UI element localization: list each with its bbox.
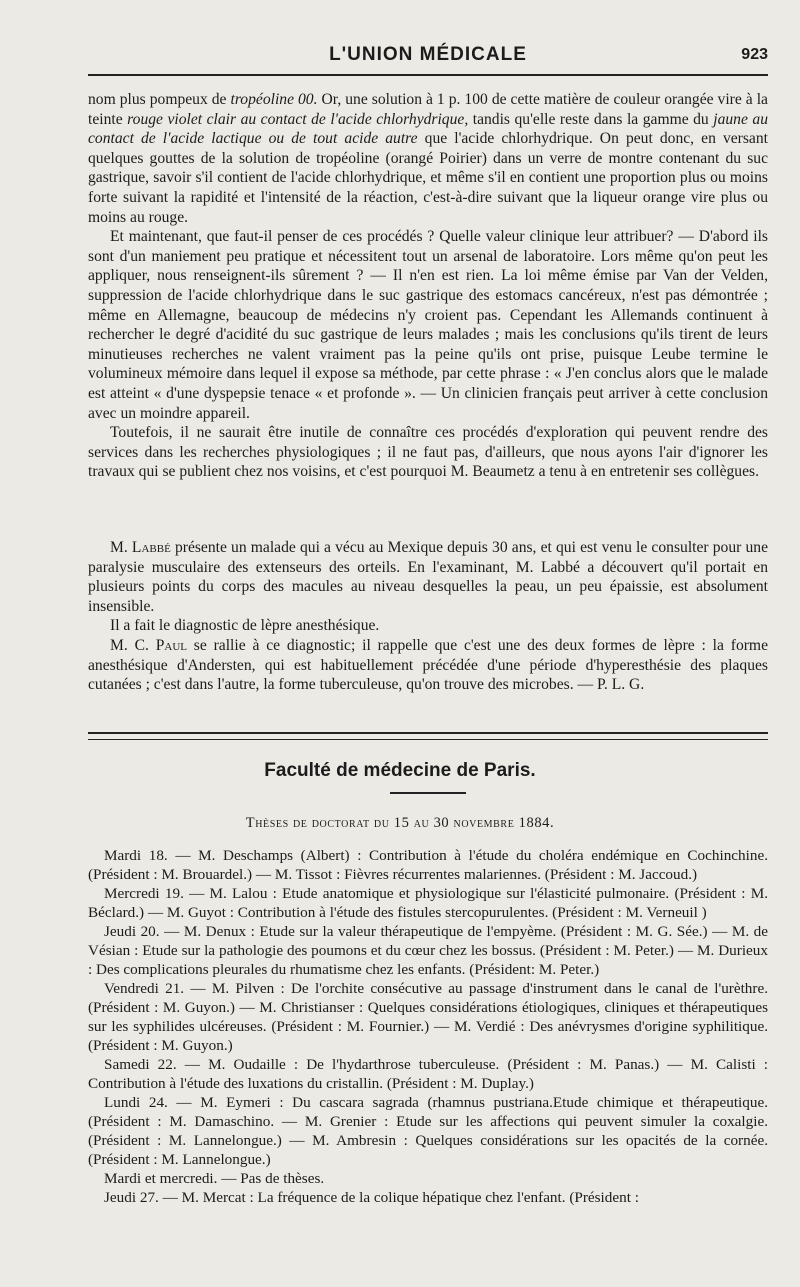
- running-title: L'UNION MÉDICALE: [329, 44, 527, 65]
- text-run: tandis qu'elle reste dans la gamme du: [468, 110, 714, 128]
- society-report: [88, 538, 768, 695]
- text-run: M. C.: [110, 636, 156, 654]
- thesis-day-entry: Vendredi 21. — M. Pilven : De l'orchite consécutive au passage d'instrument dans le canal de l'urèthre. (Président : M. Guyon.) — M. Christianser : Quelques considérations étiologiques, cliniques et thérapeutiques sur les syphilides ulcéreuses. (Président : M. Fournier.) — M. Verdié : Des anévrysmes d'origine syphilitique. (Président : M. Guyon.): [88, 980, 768, 1054]
- section-title: Faculté de médecine de Paris.: [264, 760, 536, 781]
- title-underline: [390, 792, 466, 794]
- text-run: Or, une solution à 1 p. 100 de cette matière de couleur orangée vire à la teinte: [88, 91, 768, 128]
- paragraph-paul: [88, 636, 768, 695]
- page-number: 923: [741, 46, 768, 63]
- text-run: M.: [110, 539, 132, 556]
- theses-list: [88, 846, 768, 1207]
- article-continuation: [88, 90, 768, 482]
- author-name: Paul: [155, 636, 187, 654]
- page-header: [88, 38, 768, 78]
- text-run: présente un malade qui a vécu au Mexique depuis 30 ans, et qui est venu le consulter pour une paralysie musculaire des extenseurs des orteils. En l'examinant, M. Labbé a découvert qu'il portait en plusieurs points du corps des macules au niveau desquelles la peau, un peu épaissie, est absolument insensible.: [88, 539, 768, 615]
- thesis-day-entry: Lundi 24. — M. Eymeri : Du cascara sagrada (rhamnus pustriana.Etude chimique et thérapeutique. (Président : M. Damaschino. — M. Grenier : Etude sur les affections qui peuvent simuler la coxalgie. (Président : M. Lannelongue.) — M. Ambresin : Quelques considérations sur les opacités de la cornée. (Président : M. Lannelongue.): [88, 1094, 768, 1168]
- header-rule: [88, 74, 768, 76]
- text-run: se rallie à ce diagnostic; il rappelle que c'est une des deux formes de lèpre : la forme anesthésique d'Andersten, qui est habituellement précédée d'une période d'hyperesthésie des plaques cutanées ; c'est dans l'autre, la forme tuberculeuse, qu'on trouve des microbes. — P. L. G.: [88, 636, 768, 694]
- thesis-day-entry: Jeudi 27. — M. Mercat : La fréquence de la colique hépatique chez l'enfant. (Président :: [104, 1189, 639, 1206]
- text-run: nom plus pompeux de: [88, 91, 231, 108]
- author-name: Labbé: [131, 539, 171, 556]
- thesis-day-entry: Mardi 18. — M. Deschamps (Albert) : Contribution à l'étude du choléra endémique en Cochinchine. (Président : M. Brouardel.) — M. Tissot : Fièvres récurrentes malariennes. (Président : M. Jaccoud.): [88, 847, 768, 883]
- text-run: que l'acide chlorhydrique. On peut donc, en versant quelques gouttes de la solution de tropéoline (orangé Poirier) dans un verre de montre contenant du suc gastrique, savoir s'il contient de l'acide chlorhydrique, et même s'il en contient une proportion plus ou moins forte suivant la rapidité et l'intensité de la réaction, c'est-à-dire suivant que la liqueur orange vire plus ou moins au rouge.: [88, 130, 768, 226]
- paragraph-clinical-value: Et maintenant, que faut-il penser de ces procédés ? Quelle valeur clinique leur attribuer? — D'abord ils sont d'un maniement peu pratique et nécessitent tout un arsenal de laboratoire. Lors même qu'on peut les appliquer, nous renseignent-ils sûrement ? — Il n'en est rien. La loi même émise par Van der Velden, suppression de l'acide chlorhydrique dans le suc gastrique des estomacs cancéreux, n'est pas démontrée ; même en Allemagne, beaucoup de médecins n'y croient pas. Cependant les Allemands continuent à rechercher le degré d'acidité du suc gastrique de leurs malades ; mais les conclusions qu'ils tirent de leurs minutieuses recherches ne valent vraiment pas la peine qu'ils ont prise, puisque Leube termine le volumineux mémoire dans lequel il expose sa méthode, par cette phrase : « J'en conclus alors que le malade est atteint « d'une dyspepsie tenace « et profonde ». — Un clinicien français peut arriver à cette conclusion avec un moindre appareil.: [88, 228, 768, 422]
- paragraph-tropeoline: [88, 90, 768, 227]
- section-subtitle: Thèses de doctorat du 15 au 30 novembre 1884.: [245, 815, 555, 831]
- thesis-day-entry: Mardi et mercredi. — Pas de thèses.: [104, 1170, 325, 1187]
- thesis-day-entry: Jeudi 20. — M. Denux : Etude sur la valeur thérapeutique de l'empyème. (Président : M. G. Sée.) — M. de Vésian : Etude sur la pathologie des poumons et du cœur chez les bossus. (Président : M. Peter.) — M. Durieux : Des complications pleurales du rhumatisme chez les enfants. (Président: M. Peter.): [88, 923, 768, 978]
- italic-run: rouge violet clair au contact de l'acide chlorhydrique,: [127, 110, 469, 128]
- italic-run: jaune au contact de l'acide lactique ou de tout acide autre: [88, 110, 768, 148]
- thesis-day-entry: Mercredi 19. — M. Lalou : Etude anatomique et physiologique sur l'élasticité pulmonaire. (Président : M. Béclard.) — M. Guyot : Contribution à l'étude des fistules stercopurulentes. (Président : M. Verneuil ): [88, 885, 768, 921]
- thesis-day-entry: Samedi 22. — M. Oudaille : De l'hydarthrose tuberculeuse. (Président : M. Panas.) — M. Calisti : Contribution à l'étude des luxations du cristallin. (Président : M. Duplay.): [88, 1056, 768, 1092]
- paragraph-labbe: [88, 538, 768, 616]
- italic-run: tropéoline 00.: [230, 91, 318, 108]
- section-separator: [88, 732, 768, 740]
- paragraph-diagnosis: Il a fait le diagnostic de lèpre anesthésique.: [110, 617, 380, 635]
- paragraph-conclusion: Toutefois, il ne saurait être inutile de connaître ces procédés d'exploration qui peuvent rendre des services dans les recherches physiologiques ; il ne faut pas, d'ailleurs, que nous ayons l'air d'ignorer les travaux qui se publient chez nos voisins, et c'est pourquoi M. Beaumetz a tenu à en entretenir ses collègues.: [88, 424, 768, 481]
